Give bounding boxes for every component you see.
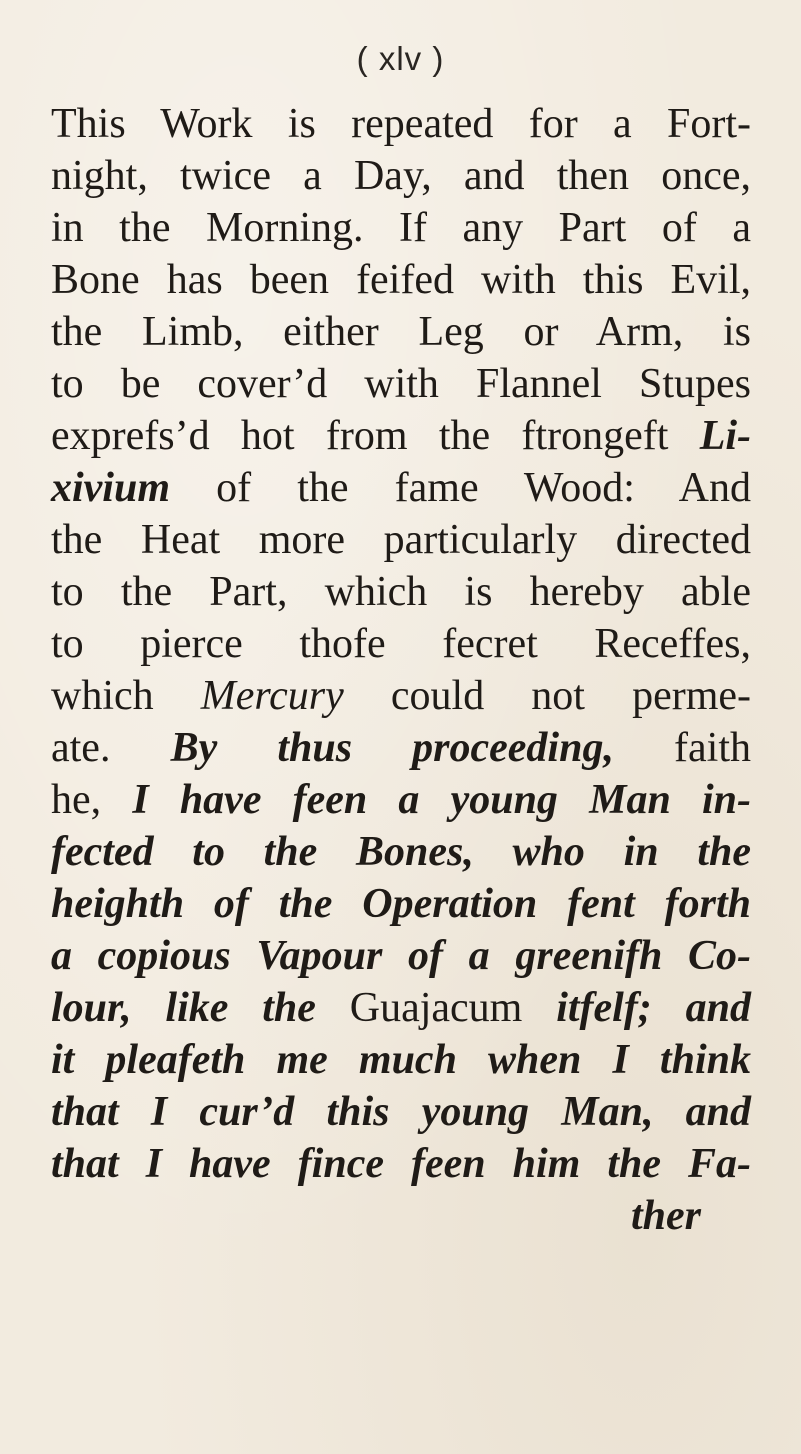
text-line xyxy=(51,618,751,670)
page-number-header: ( xlv ) xyxy=(356,40,445,77)
text-line xyxy=(51,514,751,566)
text-segment: to be cover’d with Flannel Stupes xyxy=(51,361,751,407)
text-line xyxy=(51,826,751,878)
text-segment: he, xyxy=(51,777,133,823)
text-segment: to pierce thofe fecret Receffes, xyxy=(51,621,751,667)
text-line xyxy=(51,774,751,826)
text-line xyxy=(51,98,751,150)
text-segment: to the Part, which is hereby able xyxy=(51,569,751,615)
text-segment: faith xyxy=(613,725,752,771)
text-line xyxy=(51,982,751,1034)
text-segment: a copious Vapour of a greenifh Co- xyxy=(51,933,751,979)
text-line xyxy=(51,150,751,202)
text-segment: could not perme- xyxy=(343,673,751,719)
text-line xyxy=(51,566,751,618)
text-segment: ate. xyxy=(51,725,171,771)
text-segment: that I have fince feen him the Fa- xyxy=(51,1141,751,1187)
text-line xyxy=(51,202,751,254)
text-line xyxy=(51,1138,751,1190)
text-segment: This Work is repeated for a Fort- xyxy=(51,101,751,147)
text-segment: it pleafeth me much when I think xyxy=(51,1037,751,1083)
text-segment: xivium xyxy=(51,465,171,511)
text-segment: ther xyxy=(630,1193,701,1239)
text-segment: night, twice a Day, and then once, xyxy=(51,153,751,199)
text-segment: the Limb, either Leg or Arm, is xyxy=(51,309,751,355)
text-line xyxy=(51,722,751,774)
text-segment: in the Morning. If any Part of a xyxy=(51,205,751,251)
text-segment: Bone has been feifed with this Evil, xyxy=(51,257,751,303)
text-segment: the Heat more particularly directed xyxy=(51,517,751,563)
text-segment: itfelf; and xyxy=(522,985,752,1031)
text-segment: Guajacum xyxy=(349,985,523,1031)
text-line xyxy=(51,254,751,306)
text-line xyxy=(51,462,751,514)
text-segment: which xyxy=(51,673,201,719)
text-segment: of the fame Wood: And xyxy=(170,465,751,511)
text-segment: heighth of the Operation fent forth xyxy=(51,881,751,927)
text-line xyxy=(51,1086,751,1138)
text-line xyxy=(51,878,751,930)
text-segment: Li- xyxy=(699,413,751,459)
text-segment: fected to the Bones, who in the xyxy=(51,829,751,875)
text-segment: lour, like the xyxy=(51,985,350,1031)
text-line xyxy=(51,410,751,462)
text-line xyxy=(51,1190,701,1242)
text-line xyxy=(51,930,751,982)
text-line xyxy=(51,358,751,410)
text-line xyxy=(51,1034,751,1086)
text-segment: that I cur’d this young Man, and xyxy=(51,1089,751,1135)
text-line xyxy=(51,670,751,722)
text-segment: By thus proceeding, xyxy=(170,725,614,771)
text-line xyxy=(51,306,751,358)
text-segment: exprefs’d hot from the ftrongeft xyxy=(51,413,700,459)
text-segment: I have feen a young Man in- xyxy=(132,777,751,823)
text-segment: Mercury xyxy=(200,673,344,719)
